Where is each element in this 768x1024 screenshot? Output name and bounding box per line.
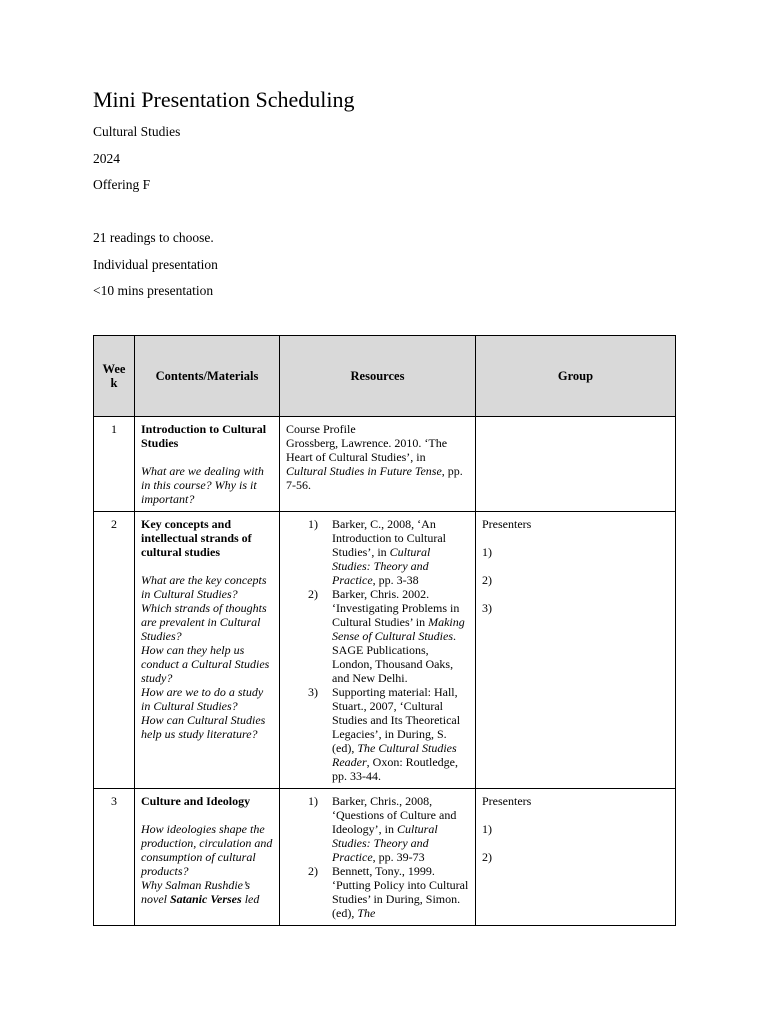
group-cell [476, 417, 676, 512]
presenters-label: Presenters [482, 794, 532, 808]
table-row [94, 417, 676, 512]
presenter-slot[interactable]: 1) [482, 822, 492, 836]
topic-question: How ideologies shape the production, circulation and consumption of cultural products? [141, 822, 273, 878]
header-group: Group [476, 336, 676, 417]
topic-title: Culture and Ideology [141, 794, 251, 808]
topic-question: How can they help us conduct a Cultural Studies study? [141, 643, 270, 685]
presenters-label: Presenters [482, 517, 532, 531]
week-number: 1 [94, 417, 135, 512]
resources-cell [280, 417, 476, 512]
topic-question: How can Cultural Studies help us study literature? [141, 713, 266, 741]
page-title: Mini Presentation Scheduling [93, 87, 355, 112]
week-number: 3 [94, 789, 135, 926]
header-contents: Contents/Materials [135, 336, 280, 417]
table-row [94, 512, 676, 789]
header-week: Wee k [94, 336, 135, 417]
presenter-slot[interactable]: 2) [482, 850, 492, 864]
resource-item: 2) Bennett, Tony., 1999. ‘Putting Policy into Cultural Studies’ in During, Simon. (ed), The [308, 864, 469, 920]
presentation-type: Individual presentation [93, 257, 218, 272]
week-number: 2 [94, 512, 135, 789]
course-name: Cultural Studies [93, 124, 181, 139]
presenter-slot[interactable]: 2) [482, 573, 492, 587]
topic-title: Key concepts and intellectual strands of cultural studies [141, 517, 252, 559]
topic-question: How are we to do a study in Cultural Studies? [141, 685, 264, 713]
table-header-row [94, 336, 676, 417]
offering: Offering F [93, 177, 151, 192]
resource-list [286, 517, 469, 783]
presentation-duration: <10 mins presentation [93, 283, 214, 298]
schedule-table [93, 335, 676, 926]
header-resources: Resources [280, 336, 476, 417]
resources-cell [280, 789, 476, 926]
resource-item: 3) Supporting material: Hall, Stuart., 2007, ‘Cultural Studies and Its Theoretical Legacies’, in During, S. (ed), The Cultural Studies Reader, Oxon: Routledge, pp. 33-44. [308, 685, 461, 783]
group-cell [476, 789, 676, 926]
resource-item: 1) Barker, Chris., 2008, ‘Questions of Culture and Ideology’, in Cultural Studies: Theory and Practice, pp. 39-73 [308, 794, 457, 864]
resource-list [286, 794, 469, 920]
presenter-slot[interactable]: 1) [482, 545, 492, 559]
readings-note: 21 readings to choose. [93, 230, 214, 245]
resource-item: 2) Barker, Chris. 2002. ‘Investigating Problems in Cultural Studies’ in Making Sense of Cultural Studies. SAGE Publications, London, Thousand Oaks, and New Delhi. [308, 587, 465, 685]
resource-item: 1) Barker, C., 2008, ‘An Introduction to Cultural Studies’, in Cultural Studies: Theory and Practice, pp. 3-38 [308, 517, 446, 587]
resource-text: Grossberg, Lawrence. 2010. ‘The Heart of Cultural Studies’, in Cultural Studies in Future Tense, pp. 7-56. [286, 436, 463, 492]
presenter-slot[interactable]: 3) [482, 601, 492, 615]
topic-question: Why Salman Rushdie’s novel Satanic Verses led [141, 878, 260, 906]
topic-question: Which strands of thoughts are prevalent in Cultural Studies? [141, 601, 267, 643]
topic-title: Introduction to Cultural Studies [141, 422, 267, 450]
contents-cell [135, 512, 280, 789]
topic-question: What are the key concepts in Cultural Studies? [141, 573, 267, 601]
resource-text: Course Profile [286, 422, 356, 436]
group-cell [476, 512, 676, 789]
year: 2024 [93, 151, 120, 166]
contents-cell [135, 417, 280, 512]
contents-cell [135, 789, 280, 926]
topic-question: What are we dealing with in this course? Why is it important? [141, 464, 264, 506]
table-row [94, 789, 676, 926]
resources-cell [280, 512, 476, 789]
